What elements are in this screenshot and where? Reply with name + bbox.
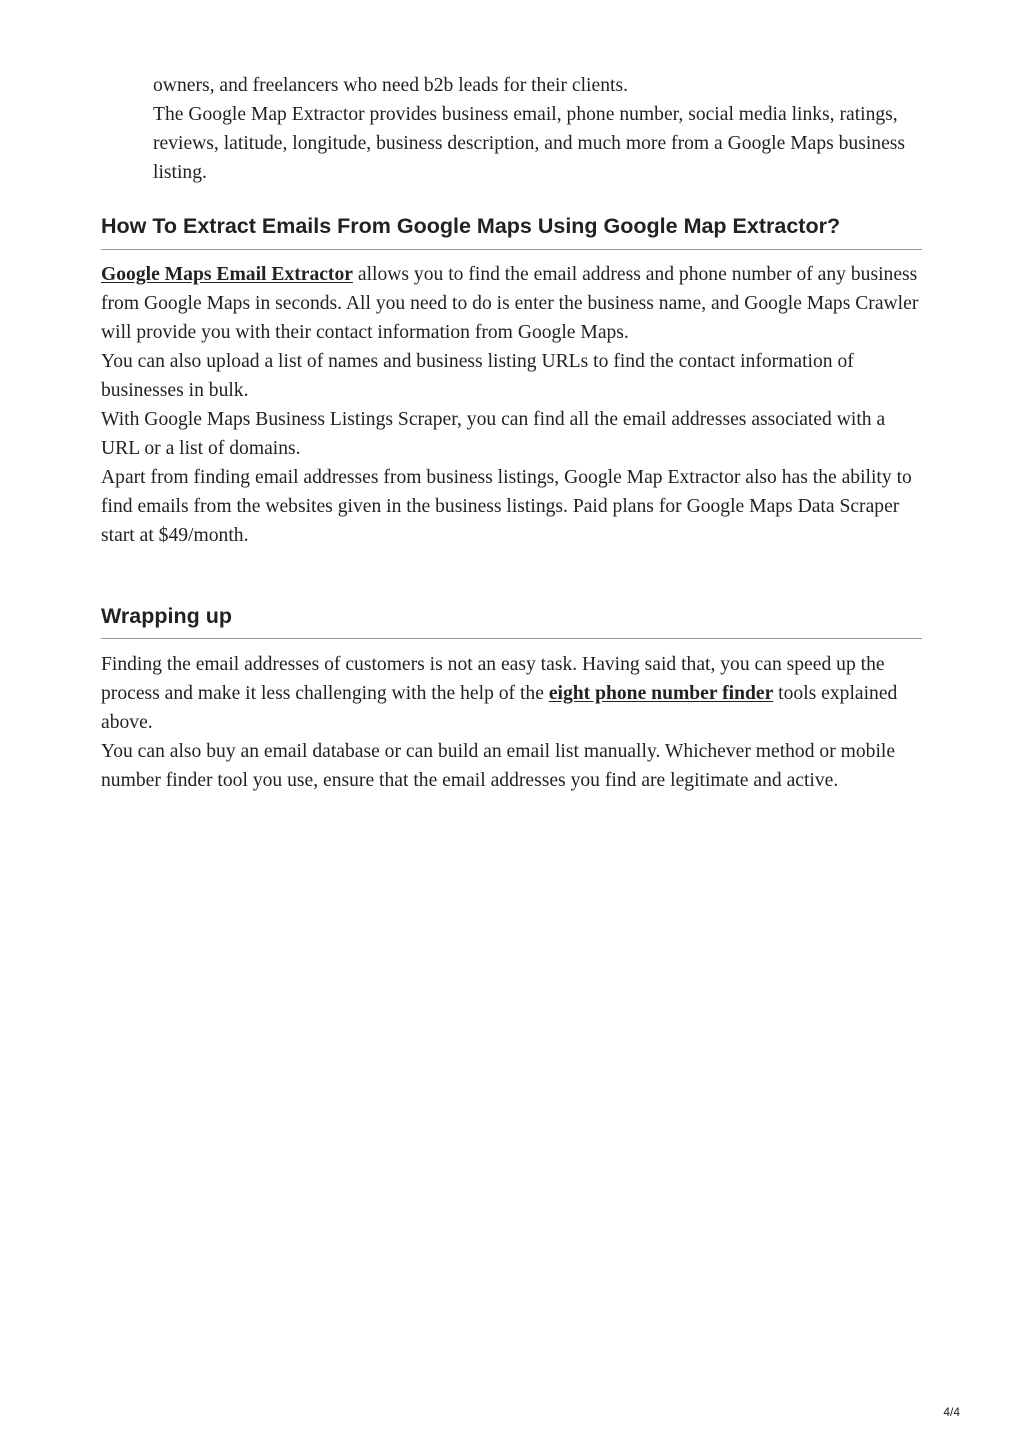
paragraph-text: allows you to find the email address and phone number of any business from Google Maps in seconds. All you need to do is enter the business name, and Google Maps Crawler will provide you with their contact information from Google Maps. [101, 264, 919, 343]
paragraph [101, 260, 922, 347]
paragraph-text: Finding the email addresses of customers is not an easy task. Having said that, you can speed up the process and make it less challenging with the help of the [101, 654, 885, 704]
section-body-wrapping-up [101, 650, 922, 795]
section-divider [101, 249, 922, 250]
section-body-extract-emails [101, 260, 922, 550]
page-number: 4/4 [943, 1405, 960, 1419]
intro-block [153, 71, 933, 187]
section-heading-wrapping-up: Wrapping up [101, 604, 232, 628]
intro-line: owners, and freelancers who need b2b leads for their clients. [153, 75, 628, 96]
eight-phone-number-finder-link[interactable]: eight phone number finder [548, 683, 774, 704]
google-maps-email-extractor-link[interactable]: Google Maps Email Extractor [101, 264, 353, 285]
intro-paragraph: The Google Map Extractor provides business email, phone number, social media links, ratings, reviews, latitude, longitude, business description, and much more from a Google Maps business listing. [153, 104, 906, 183]
paragraph: Apart from finding email addresses from business listings, Google Map Extractor also has the ability to find emails from the websites given in the business listings. Paid plans for Google Maps Data Scraper start at $49/month. [101, 467, 912, 546]
paragraph: With Google Maps Business Listings Scraper, you can find all the email addresses associated with a URL or a list of domains. [101, 409, 886, 459]
paragraph: You can also buy an email database or can build an email list manually. Whichever method or mobile number finder tool you use, ensure that the email addresses you find are legitimate and active. [101, 741, 896, 791]
section-divider [101, 638, 922, 639]
section-heading-extract-emails: How To Extract Emails From Google Maps Using Google Map Extractor? [101, 214, 841, 238]
paragraph: You can also upload a list of names and business listing URLs to find the contact information of businesses in bulk. [101, 351, 854, 401]
paragraph-text: tools explained above. [101, 683, 898, 733]
paragraph [101, 650, 922, 737]
